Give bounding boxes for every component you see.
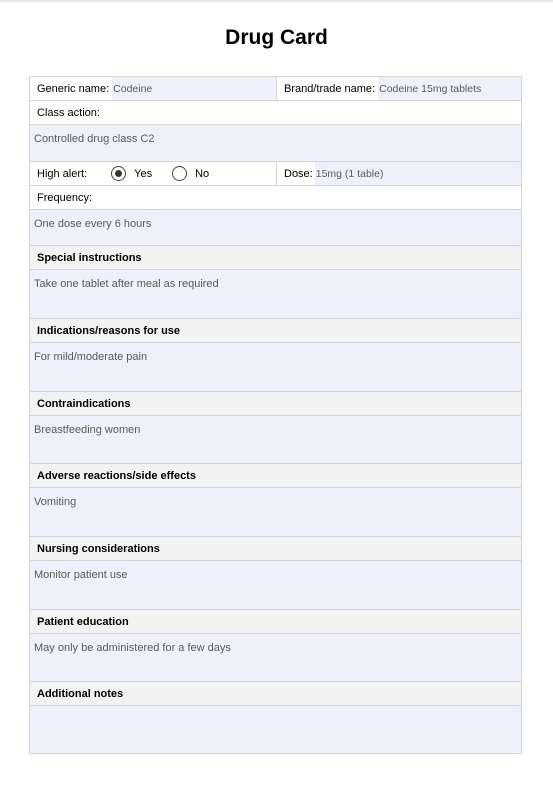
section-heading-special-instructions: Special instructions xyxy=(30,246,521,270)
high-alert-no-option[interactable] xyxy=(172,166,209,181)
contraindications-field[interactable]: Breastfeeding women xyxy=(30,416,521,464)
brand-name-field[interactable]: Codeine 15mg tablets xyxy=(378,77,521,100)
special-instructions-field[interactable]: Take one tablet after meal as required xyxy=(30,270,521,319)
names-row xyxy=(30,77,521,101)
drug-card-form xyxy=(29,76,522,754)
section-heading-patient-education: Patient education xyxy=(30,610,521,634)
page-title: Drug Card xyxy=(225,26,328,49)
nursing-considerations-field[interactable]: Monitor patient use xyxy=(30,561,521,610)
high-alert-yes-option[interactable] xyxy=(111,166,152,181)
generic-name-label: Generic name: xyxy=(37,82,110,95)
class-action-label: Class action: xyxy=(37,106,100,119)
adverse-reactions-field[interactable]: Vomiting xyxy=(30,488,521,537)
section-heading-additional-notes: Additional notes xyxy=(30,682,521,706)
brand-name-cell xyxy=(277,77,521,100)
indications-field[interactable]: For mild/moderate pain xyxy=(30,343,521,392)
dose-field[interactable]: 15mg (1 table) xyxy=(315,162,521,185)
dose-cell xyxy=(277,162,521,185)
dose-label: Dose: xyxy=(284,167,313,180)
generic-name-field[interactable]: Codeine xyxy=(112,77,276,100)
frequency-field[interactable]: One dose every 6 hours xyxy=(30,210,521,246)
section-heading-indications: Indications/reasons for use xyxy=(30,319,521,343)
patient-education-field[interactable]: May only be administered for a few days xyxy=(30,634,521,682)
brand-name-label: Brand/trade name: xyxy=(284,82,376,95)
radio-no-icon[interactable] xyxy=(172,166,187,181)
high-alert-no-label: No xyxy=(195,167,210,180)
generic-name-cell xyxy=(30,77,277,100)
additional-notes-field[interactable] xyxy=(30,706,521,753)
high-alert-cell xyxy=(30,162,277,185)
radio-yes-icon[interactable] xyxy=(111,166,126,181)
section-heading-nursing-considerations: Nursing considerations xyxy=(30,537,521,561)
class-action-row xyxy=(30,101,521,125)
top-divider xyxy=(0,0,553,2)
frequency-label: Frequency: xyxy=(37,191,93,204)
alert-dose-row xyxy=(30,162,521,186)
high-alert-yes-label: Yes xyxy=(134,167,153,180)
frequency-row xyxy=(30,186,521,210)
class-action-field[interactable]: Controlled drug class C2 xyxy=(30,125,521,162)
high-alert-label: High alert: xyxy=(37,167,88,180)
section-heading-contraindications: Contraindications xyxy=(30,392,521,416)
section-heading-adverse-reactions: Adverse reactions/side effects xyxy=(30,464,521,488)
